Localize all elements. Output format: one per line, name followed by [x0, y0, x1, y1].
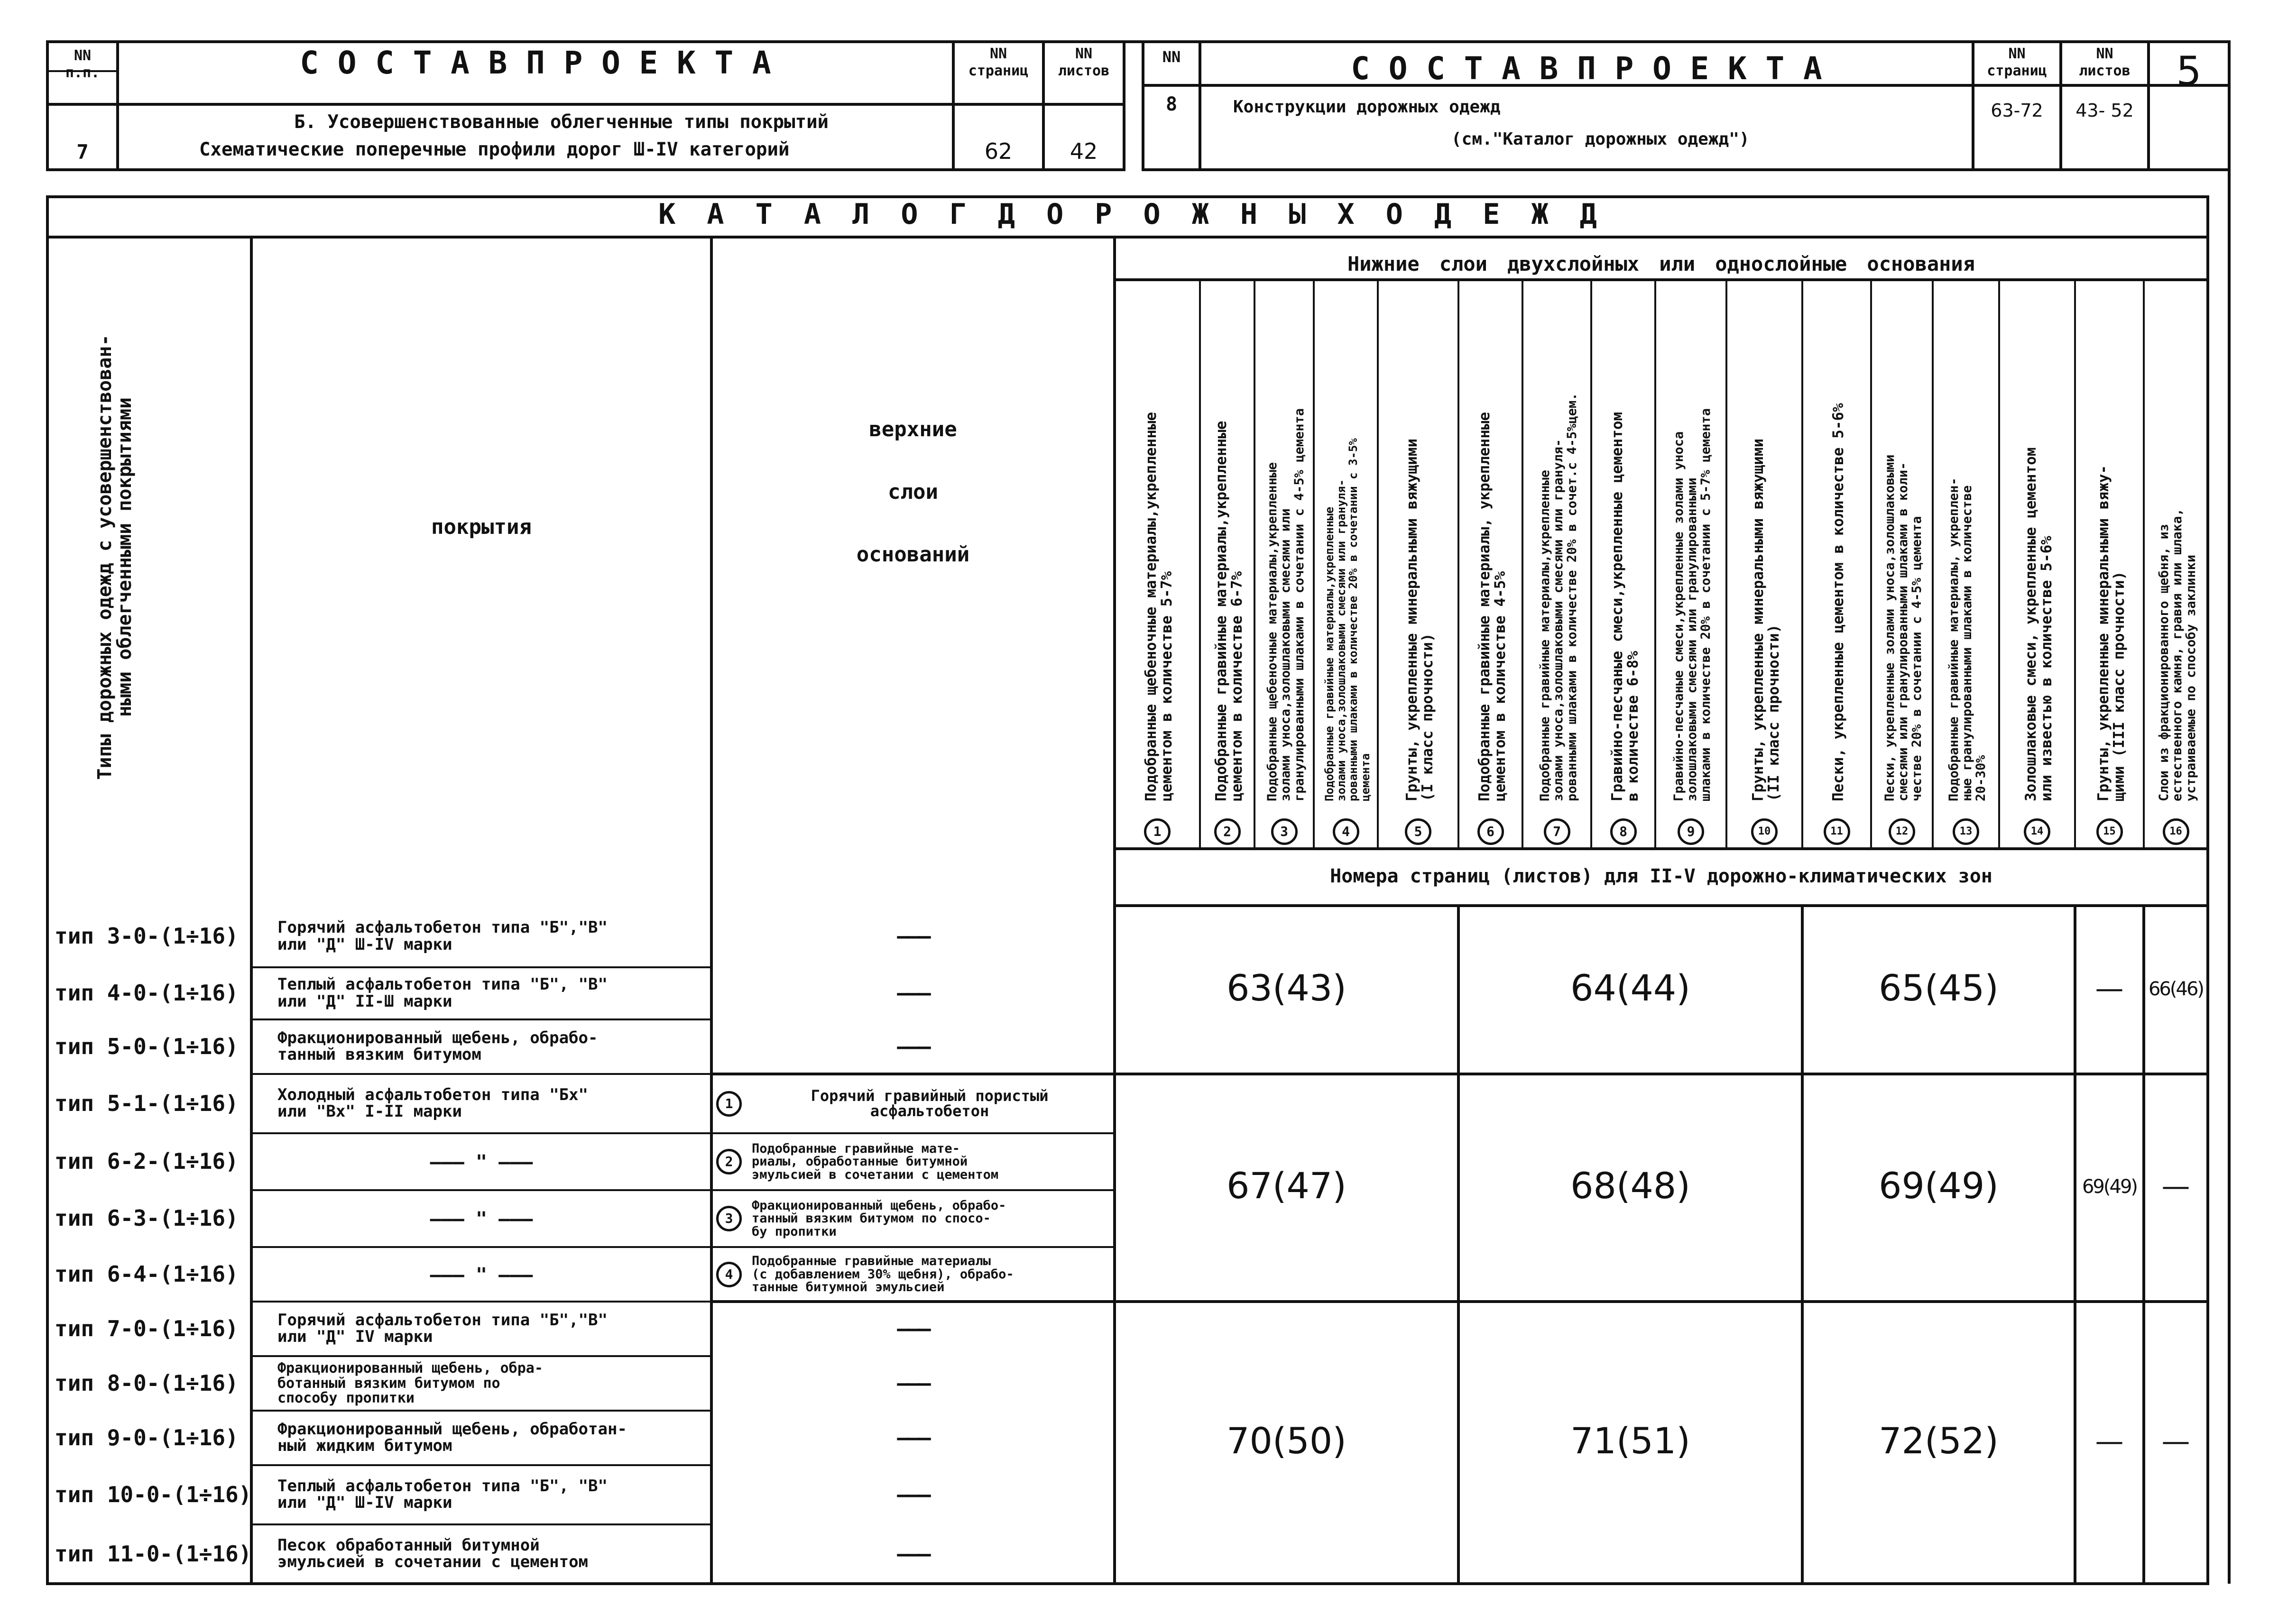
lower-column-header-10: Грунты, укрепленные минеральными вяжущими (II класс прочности)	[1750, 438, 1782, 801]
lower-column-number-5: 5	[1405, 818, 1431, 845]
row7-sheets: 42	[1070, 138, 1098, 164]
row-cover-2: Теплый асфальтобетон типа "Б", "В" или "Д" II-Ш марки	[277, 975, 608, 1011]
header-col-nn: NN п.п.	[65, 47, 100, 81]
lower-column-header-3: Подобранные щебеночные материалы,укрепленные золами уноса,золошлаковыми смесями или гранулированными шлаками в сочетании с 4-5% цемента	[1264, 408, 1307, 801]
zone-page-2-a: 67(47)	[1227, 1165, 1347, 1207]
row-type-11: тип 10-0-(1÷16)	[55, 1481, 252, 1507]
lower-column-number-10: 10	[1751, 818, 1778, 845]
lower-column-header-14: Золошлаковые смеси, укрепленные цементом или известью в количестве 5-6%	[2022, 447, 2055, 801]
lower-column-number-15: 15	[2096, 818, 2123, 845]
row7-number: 7	[76, 140, 89, 164]
row-type-10: тип 9-0-(1÷16)	[55, 1424, 239, 1450]
zone-page-1-a: 63(43)	[1227, 966, 1347, 1009]
row-upper-6: Фракционированный щебень, обрабо- танный вязким битумом по спосо- бу пропитки	[752, 1198, 1006, 1239]
header-title-right: С О С Т А В П Р О Е К Т А	[1351, 50, 1822, 87]
zone-page-1-b: 64(44)	[1570, 966, 1690, 1009]
zone-page-1-d: —	[2095, 972, 2124, 1005]
zone-page-1-e: 66(46)	[2148, 978, 2203, 1000]
row-cover-11: Теплый асфальтобетон типа "Б", "В" или "Д" Ш-IV марки	[277, 1476, 608, 1513]
row-cover-9: Фракционированный щебень, обра- ботанный вязким битумом по способу пропитки	[277, 1360, 543, 1407]
row-type-5: тип 6-2-(1÷16)	[55, 1148, 239, 1174]
row-cover-5: ——— " ———	[430, 1151, 533, 1173]
lower-column-number-8: 8	[1610, 818, 1637, 845]
lower-column-number-16: 16	[2163, 818, 2189, 845]
lower-column-number-9: 9	[1678, 818, 1704, 845]
upper-layer-number-3: 3	[716, 1206, 742, 1231]
row-cover-1: Горячий асфальтобетон типа "Б","В" или "Д" Ш-IV марки	[277, 918, 608, 954]
row-upper-2: ———	[897, 981, 929, 1005]
upper-layer-number-2: 2	[716, 1149, 742, 1174]
row-type-12: тип 11-0-(1÷16)	[55, 1541, 252, 1567]
row7-text: Схематические поперечные профили дорог Ш-IV категорий	[199, 139, 790, 160]
row7-pages: 62	[984, 138, 1013, 164]
row-cover-10: Фракционированный щебень, обработан- ный жидким битумом	[277, 1419, 627, 1456]
lower-layers-header: Нижние слои двухслойных или однослойные основания	[1347, 252, 1975, 275]
row-type-8: тип 7-0-(1÷16)	[55, 1315, 239, 1341]
row-cover-12: Песок обработанный битумной эмульсией в сочетании с цементом	[277, 1535, 589, 1572]
zone-page-1-c: 65(45)	[1879, 966, 1999, 1009]
lower-column-number-2: 2	[1214, 818, 1241, 845]
row-upper-7: Подобранные гравийные материалы (с добавлением 30% щебня), обрабо- танные битумной эмульсией	[752, 1254, 1014, 1295]
lower-column-header-6: Подобранные гравийные материалы, укрепленные цементом в количестве 4-5%	[1476, 412, 1509, 801]
lower-column-number-1: 1	[1144, 818, 1171, 845]
header-right-col-nn: NN	[1162, 48, 1181, 66]
lower-column-header-12: Пески, укрепленные золами уноса,золошлаковыми смесями или гранулированными шлаками в коли- честве 20% в сочетании с 4-5% цемента	[1882, 454, 1925, 801]
header-title-left: С О С Т А В П Р О Е К Т А	[300, 45, 771, 81]
zone-page-2-c: 69(49)	[1879, 1165, 1999, 1207]
row-type-9: тип 8-0-(1÷16)	[55, 1370, 239, 1396]
header-col-pages: NN страниц	[968, 46, 1029, 79]
lower-column-number-11: 11	[1824, 818, 1850, 845]
lower-column-number-13: 13	[1953, 818, 1979, 845]
row-upper-5: Подобранные гравийные мате- риалы, обработанные битумной эмульсией в сочетании с цементом	[752, 1141, 999, 1182]
zone-page-3-c: 72(52)	[1879, 1419, 1999, 1462]
zone-page-2-d: 69(49)	[2082, 1176, 2137, 1198]
row-upper-9: ———	[897, 1371, 929, 1395]
row-upper-8: ———	[897, 1316, 929, 1341]
row-type-3: тип 5-0-(1÷16)	[55, 1033, 239, 1059]
upper-layer-number-4: 4	[716, 1262, 742, 1287]
header-right-col-pages: NN страниц	[1987, 46, 2047, 79]
row-type-7: тип 6-4-(1÷16)	[55, 1261, 239, 1287]
zone-page-3-e: —	[2161, 1424, 2190, 1458]
row-upper-4: Горячий гравийный пористый асфальтобетон	[811, 1086, 1049, 1120]
row-cover-8: Горячий асфальтобетон типа "Б","В" или "Д" IV марки	[277, 1310, 608, 1347]
cover-column-header: покрытия	[431, 515, 532, 539]
lower-column-number-3: 3	[1271, 818, 1298, 845]
zone-page-2-b: 68(48)	[1570, 1165, 1690, 1207]
row8-sheets: 43- 52	[2075, 100, 2134, 121]
zones-header: Номера страниц (листов) для II-V дорожно-климатических зон	[1330, 865, 1992, 887]
row-type-1: тип 3-0-(1÷16)	[55, 923, 239, 949]
row-type-6: тип 6-3-(1÷16)	[55, 1205, 239, 1231]
zone-page-2-e: —	[2161, 1170, 2190, 1203]
row-type-4: тип 5-1-(1÷16)	[55, 1090, 239, 1116]
upper-layer-number-1: 1	[716, 1091, 742, 1117]
lower-column-number-6: 6	[1477, 818, 1504, 845]
lower-column-number-4: 4	[1333, 818, 1359, 845]
catalog-title: К А Т А Л О Г Д О Р О Ж Н Ы Х О Д Е Ж Д	[658, 198, 1597, 231]
lower-column-header-1: Подобранные щебеночные материалы,укрепленные цементом в количестве 5-7%	[1143, 412, 1175, 801]
lower-column-header-2: Подобранные гравийные материалы,укрепленные цементом в количестве 6-7%	[1212, 421, 1245, 801]
header-col-sheets: NN листов	[1058, 46, 1110, 79]
section-b-title: Б. Усовершенствованные облегченные типы покрытий	[294, 111, 829, 133]
lower-column-header-9: Гравийно-песчаные смеси,укрепленные золами уноса золошлаковыми смесями или гранулированными шлаками в количестве 20% в сочетании с 5-7% цемента	[1671, 408, 1714, 801]
row-cover-3: Фракционированный щебень, обрабо- танный вязким битумом	[277, 1028, 598, 1064]
row-cover-4: Холодный асфальтобетон типа "Бх" или "Вх" I-II марки	[277, 1085, 589, 1121]
row8-text-2: (см."Каталог дорожных одежд")	[1451, 129, 1750, 149]
lower-column-header-8: Гравийно-песчаные смеси,укрепленные цементом в количестве 6-8%	[1608, 412, 1642, 801]
row-type-2: тип 4-0-(1÷16)	[55, 980, 239, 1006]
lower-column-number-14: 14	[2024, 818, 2050, 845]
row-cover-7: ——— " ———	[430, 1264, 533, 1286]
upper-column-header: верхние слои оснований	[856, 417, 970, 567]
lower-column-header-11: Пески, укрепленные цементом в количестве 5-6%	[1830, 403, 1847, 801]
lower-column-number-7: 7	[1544, 818, 1570, 845]
zone-page-3-a: 70(50)	[1227, 1419, 1347, 1462]
lower-column-header-15: Грунты, укрепленные минеральными вяжу- щими (III класс прочности)	[2094, 465, 2128, 801]
types-column-header: Типы дорожных одежд с усовершенствован- ными облегченными покрытиями	[94, 334, 136, 780]
row8-number: 8	[1165, 93, 1178, 115]
lower-column-header-7: Подобранные гравийные материалы,укрепленные золами уноса,золошлаковыми смесями или грануля- рованными шлаками в количестве 20% в сочет.с 4-5%цем.	[1537, 393, 1579, 801]
sheet-number: 5	[2176, 48, 2202, 94]
row-cover-6: ——— " ———	[430, 1208, 533, 1230]
row-upper-12: ———	[897, 1541, 929, 1566]
row-upper-10: ———	[897, 1425, 929, 1450]
lower-column-header-16: Слои из фракционированного щебня, из естественного камня, гравия или шлака, устраиваемые по способу заклинки	[2156, 508, 2198, 801]
row-upper-11: ———	[897, 1482, 929, 1507]
row8-text: Конструкции дорожных одежд	[1233, 97, 1501, 117]
row-upper-1: ———	[897, 924, 929, 948]
lower-column-number-12: 12	[1889, 818, 1915, 845]
row-upper-3: ———	[897, 1034, 929, 1059]
lower-column-header-4: Подобранные гравийные материалы,укрепленные золами уноса,золошлаковыми смесями или грануля- рованными шлаками в количестве 20% в сочетании с 3-5% цемента	[1323, 438, 1372, 801]
header-right-col-sheets: NN листов	[2079, 46, 2131, 79]
zone-page-3-b: 71(51)	[1570, 1419, 1690, 1462]
zone-page-3-d: —	[2095, 1424, 2124, 1458]
lower-column-header-5: Грунты, укрепленные минеральными вяжущими (I класс прочности)	[1403, 438, 1436, 801]
lower-column-header-13: Подобранные гравийные материалы, укреплен- ные гранулированными шлаками в количестве 20-30%	[1946, 477, 1989, 801]
row8-pages: 63-72	[1991, 100, 2043, 121]
